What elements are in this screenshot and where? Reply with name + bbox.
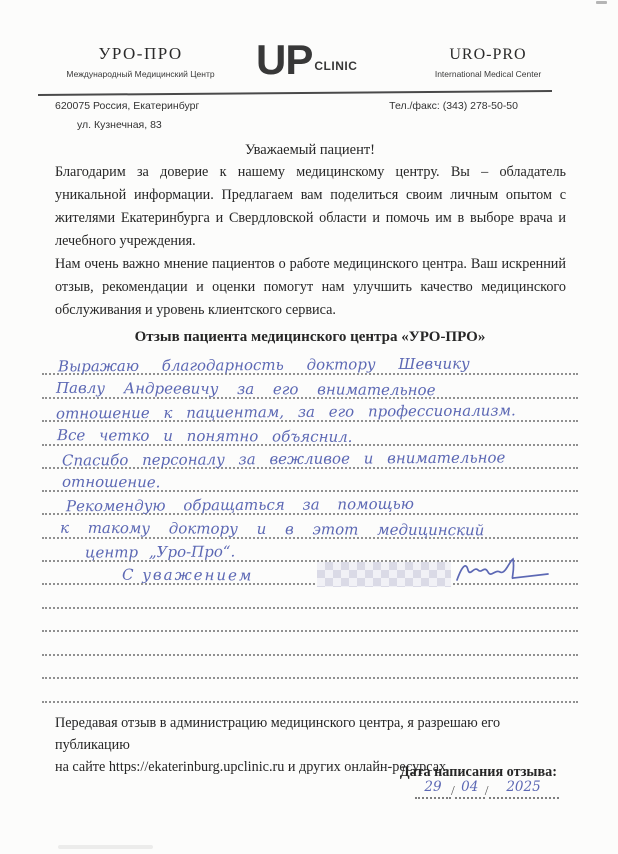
phone-fax: Тел./факс: (343) 278-50-50 [389,100,518,112]
redacted-name-block [317,562,451,587]
clinic-name-en [398,46,578,79]
review-section-title: Отзыв пациента медицинского центра «УРО-ПРО» [134,329,486,345]
handwritten-line: Все четко и понятно объяснил. [56,426,353,446]
handwritten-line: отношение к пациентам, за его профессионализм. [55,401,516,423]
logo-sub-text: CLINIC [314,59,358,73]
dotted-writing-line [42,677,578,679]
logo-main-text: UP [256,36,313,83]
salutation: Уважаемый пациент! [245,142,375,158]
handwritten-line: центр „Уро-Про“. [84,542,236,562]
address-line-1: 620075 Россия, Екатеринбург [55,100,200,112]
letter-paragraph-1: Благодарим за доверие к нашему медицинскому центру. Вы – обладатель уникальной информации. Предлагаем вам поделиться своим личным опытом с жителями Екатеринбурга и Свердловской области и помочь им в выборе врача и лечебного учреждения. [55,164,566,249]
handwritten-line: отношение. [61,472,161,492]
scan-smudge [58,845,153,849]
date-day: 29 [415,779,451,799]
date-written [415,779,567,801]
header-divider [38,90,552,96]
scan-speck [596,1,607,4]
clinic-title-en: URO-PRO [449,46,527,63]
handwritten-line: к такому доктору и в этот медицинский [59,518,485,540]
dotted-writing-line [42,654,578,656]
address-line-2: ул. Кузнечная, 83 [77,119,162,131]
clinic-title-ru: УРО-ПРО [98,44,183,63]
dotted-writing-line [42,630,578,632]
clinic-subtitle-ru: Международный Медицинский Центр [66,69,215,79]
clinic-name-ru [48,44,233,79]
signature-scribble [453,556,553,590]
letter-paragraph-2: Нам очень важно мнение пациентов о работе медицинского центра. Ваш искренний отзыв, рекомендации и оценки помогут нам улучшить качество медицинского обслуживания и уровень клиентского сервиса. [55,256,566,318]
handwritten-line: Спасибо персоналу за вежливое и внимательное [61,448,506,470]
handwritten-line: Рекомендую обращаться за помощью [65,494,415,516]
up-clinic-logo [256,36,357,84]
consent-line-1: Передавая отзыв в администрацию медицинского центра, я разрешаю его публикацию [55,715,501,753]
dotted-writing-line [42,607,578,609]
date-year: 2025 [489,779,559,799]
date-month: 04 [455,779,485,799]
handwritten-line: Павлу Андреевичу за его внимательное [55,378,436,400]
clinic-subtitle-en: International Medical Center [434,69,542,79]
handwritten-line: Выражаю благодарность доктору Шевчику [57,354,470,376]
date-label: Дата написания отзыва: [399,764,557,780]
consent-line-2: на сайте https://ekaterinburg.upclinic.ru и других онлайн-ресурсах. [55,759,450,775]
date-slash: / [451,783,455,798]
handwritten-closing: С уважением [121,565,254,585]
dotted-writing-line [42,701,578,703]
date-slash: / [484,783,489,798]
